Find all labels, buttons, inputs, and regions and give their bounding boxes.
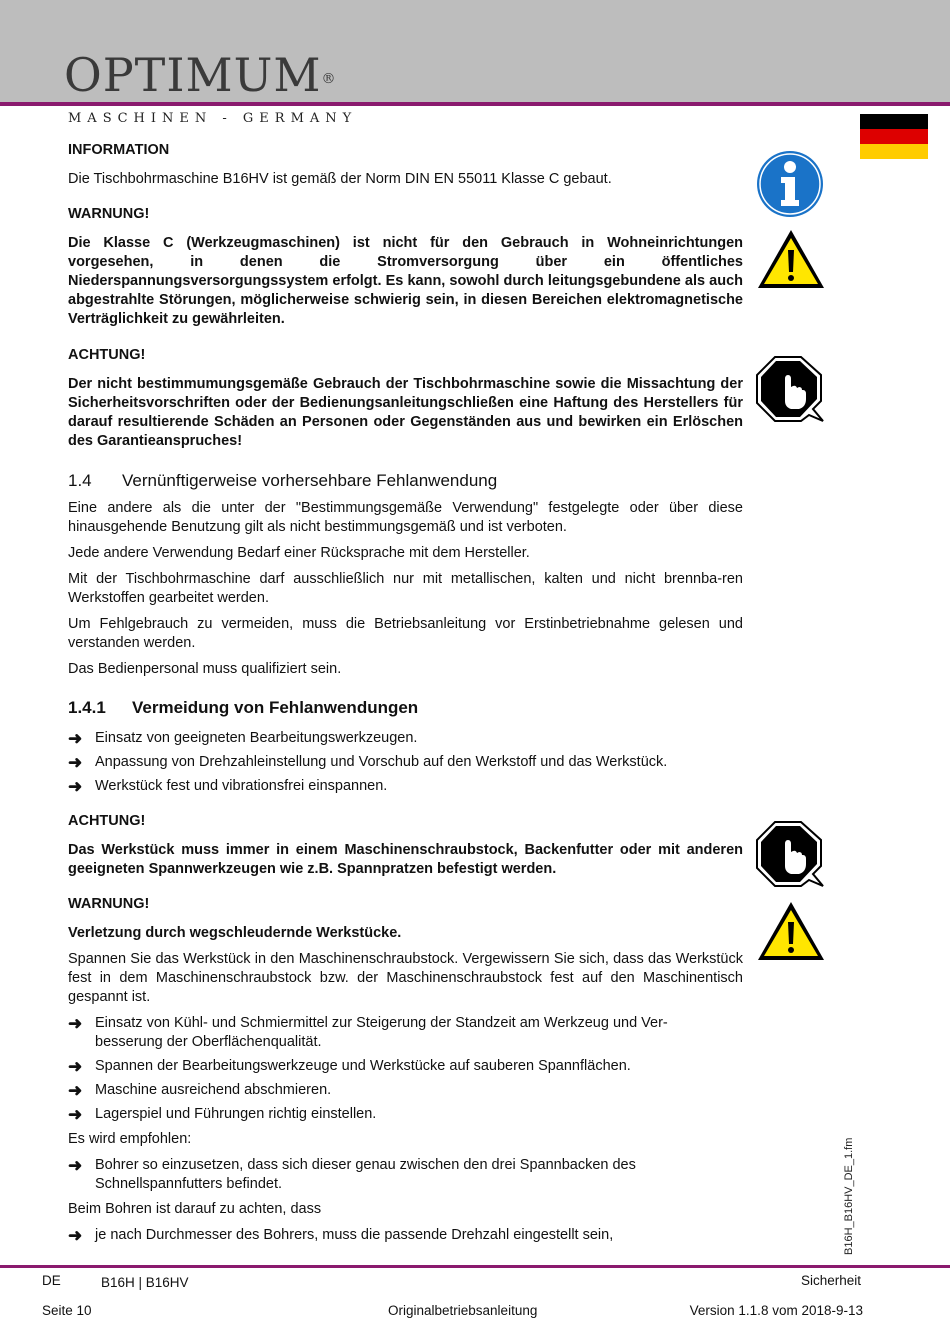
german-flag-icon bbox=[860, 114, 928, 159]
brand-logo: OPTIMUM® bbox=[64, 48, 337, 102]
list-item: ➜ Maschine ausreichend abschmieren. bbox=[68, 1081, 332, 1100]
footer-model: B16H | B16HV bbox=[101, 1275, 189, 1290]
header-divider bbox=[0, 102, 950, 106]
warning-subheading: Verletzung durch wegschleudernde Werkstücke. bbox=[68, 925, 402, 941]
caution-heading: ACHTUNG! bbox=[68, 347, 146, 363]
section-paragraph: Mit der Tischbohrmaschine darf ausschließlich nur mit metallischen, kalten und nicht brennba-ren Werkstoffen gearbeitet werden. bbox=[68, 571, 743, 606]
list-item: ➜ Bohrer so einzusetzen, dass sich dieser genau zwischen den drei Spannbacken des Schnellspannfutters befindet. bbox=[68, 1156, 636, 1192]
list-item: ➜ Anpassung von Drehzahleinstellung und Vorschub auf den Werkstoff und das Werkstück. bbox=[68, 753, 668, 772]
footer-section: Sicherheit bbox=[800, 1273, 861, 1288]
info-text: Die Tischbohrmaschine B16HV ist gemäß der Norm DIN EN 55011 Klasse C gebaut. bbox=[68, 171, 612, 187]
warning-heading: WARNUNG! bbox=[68, 206, 150, 222]
arrow-right-icon: ➜ bbox=[68, 1014, 83, 1033]
footer-divider bbox=[0, 1265, 950, 1268]
arrow-right-icon: ➜ bbox=[68, 1081, 83, 1100]
list-item: ➜ Einsatz von Kühl- und Schmiermittel zur Steigerung der Standzeit am Werkzeug und Ver-besserung der Oberflächenqualität. bbox=[68, 1014, 668, 1050]
section-paragraph: Das Bedienpersonal muss qualifiziert sein. bbox=[68, 661, 342, 677]
section-paragraph: Um Fehlgebrauch zu vermeiden, muss die Betriebsanleitung vor Erstinbetriebnahme gelesen und verstanden werden. bbox=[68, 616, 743, 651]
arrow-right-icon: ➜ bbox=[68, 729, 83, 748]
list-item: ➜ Lagerspiel und Führungen richtig einstellen. bbox=[68, 1105, 377, 1124]
footer-page-number: Seite 10 bbox=[42, 1303, 92, 1318]
warning-triangle-icon bbox=[756, 228, 826, 290]
arrow-right-icon: ➜ bbox=[68, 777, 83, 796]
arrow-right-icon: ➜ bbox=[68, 1057, 83, 1076]
arrow-right-icon: ➜ bbox=[68, 753, 83, 772]
list-item: ➜ Spannen der Bearbeitungswerkzeuge und Werkstücke auf sauberen Spannflächen. bbox=[68, 1057, 631, 1076]
section-paragraph: Jede andere Verwendung Bedarf einer Rücksprache mit dem Hersteller. bbox=[68, 545, 530, 561]
warning-text: Spannen Sie das Werkstück in den Maschinenschraubstock. Vergewissern Sie sich, dass das Werkstück fest in dem Maschinenschraubstock bzw. der Maschinenschraubstock fest auf den Maschinentisch gespannt ist. bbox=[68, 951, 743, 1005]
info-icon bbox=[756, 150, 824, 218]
stop-hand-icon bbox=[755, 820, 827, 890]
section-heading-1-4-1: 1.4.1 Vermeidung von Fehlanwendungen bbox=[68, 698, 419, 717]
caution-heading: ACHTUNG! bbox=[68, 813, 146, 829]
footer-version: Version 1.1.8 vom 2018-9-13 bbox=[689, 1303, 863, 1318]
side-filename: B16H_B16HV_DE_1.fm bbox=[843, 1137, 855, 1255]
stop-hand-icon bbox=[755, 355, 827, 425]
list-item: ➜ Einsatz von geeigneten Bearbeitungswerkzeugen. bbox=[68, 729, 418, 748]
warning-text: Die Klasse C (Werkzeugmaschinen) ist nicht für den Gebrauch in Wohneinrichtungen vorgesehen, in denen die Stromversorgung über ein öffentliches Niederspannungsversorgungssystem erfolgt. Es kann, sowohl durch leitungsgebundene als auch abgestrahlte Störungen, möglicherweise schwierig sein, in diesen Bereichen elektromagnetische Verträglichkeit zu gewährleiten. bbox=[68, 235, 743, 327]
section-paragraph: Eine andere als die unter der "Bestimmungsgemäße Verwendung" festgelegte oder über diese hinausgehende Benutzung gilt als nicht bestimmungsgemäß und ist verboten. bbox=[68, 500, 743, 535]
list-item: ➜ Werkstück fest und vibrationsfrei einspannen. bbox=[68, 777, 388, 796]
list-item: ➜ je nach Durchmesser des Bohrers, muss die passende Drehzahl eingestellt sein, bbox=[68, 1226, 614, 1245]
section-heading-1-4: 1.4 Vernünftigerweise vorhersehbare Fehlanwendung bbox=[68, 471, 498, 490]
caution-text: Das Werkstück muss immer in einem Maschinenschraubstock, Backenfutter oder mit anderen geeigneten Spannwerkzeugen wie z.B. Spannpratzen befestigt werden. bbox=[68, 842, 743, 877]
info-heading: INFORMATION bbox=[68, 142, 170, 158]
warning-triangle-icon bbox=[756, 900, 826, 962]
arrow-right-icon: ➜ bbox=[68, 1226, 83, 1245]
footer-language: DE bbox=[42, 1273, 61, 1288]
warning-heading: WARNUNG! bbox=[68, 896, 150, 912]
brand-subtitle: MASCHINEN - GERMANY bbox=[68, 111, 358, 126]
footer-document-title: Originalbetriebsanleitung bbox=[388, 1303, 538, 1318]
arrow-right-icon: ➜ bbox=[68, 1105, 83, 1124]
caution-text: Der nicht bestimmumungsgemäße Gebrauch der Tischbohrmaschine sowie die Missachtung der Sicherheitsvorschriften oder der Bedienungsanleitungschließen eine Haftung des Herstellers für darauf resultierende Schäden an Personen oder Gegenständen aus und bewirken ein Erlöschen des Garantieanspruches! bbox=[68, 376, 743, 449]
arrow-right-icon: ➜ bbox=[68, 1156, 83, 1175]
drill-label: Beim Bohren ist darauf zu achten, dass bbox=[68, 1201, 322, 1217]
recommend-label: Es wird empfohlen: bbox=[68, 1131, 192, 1147]
